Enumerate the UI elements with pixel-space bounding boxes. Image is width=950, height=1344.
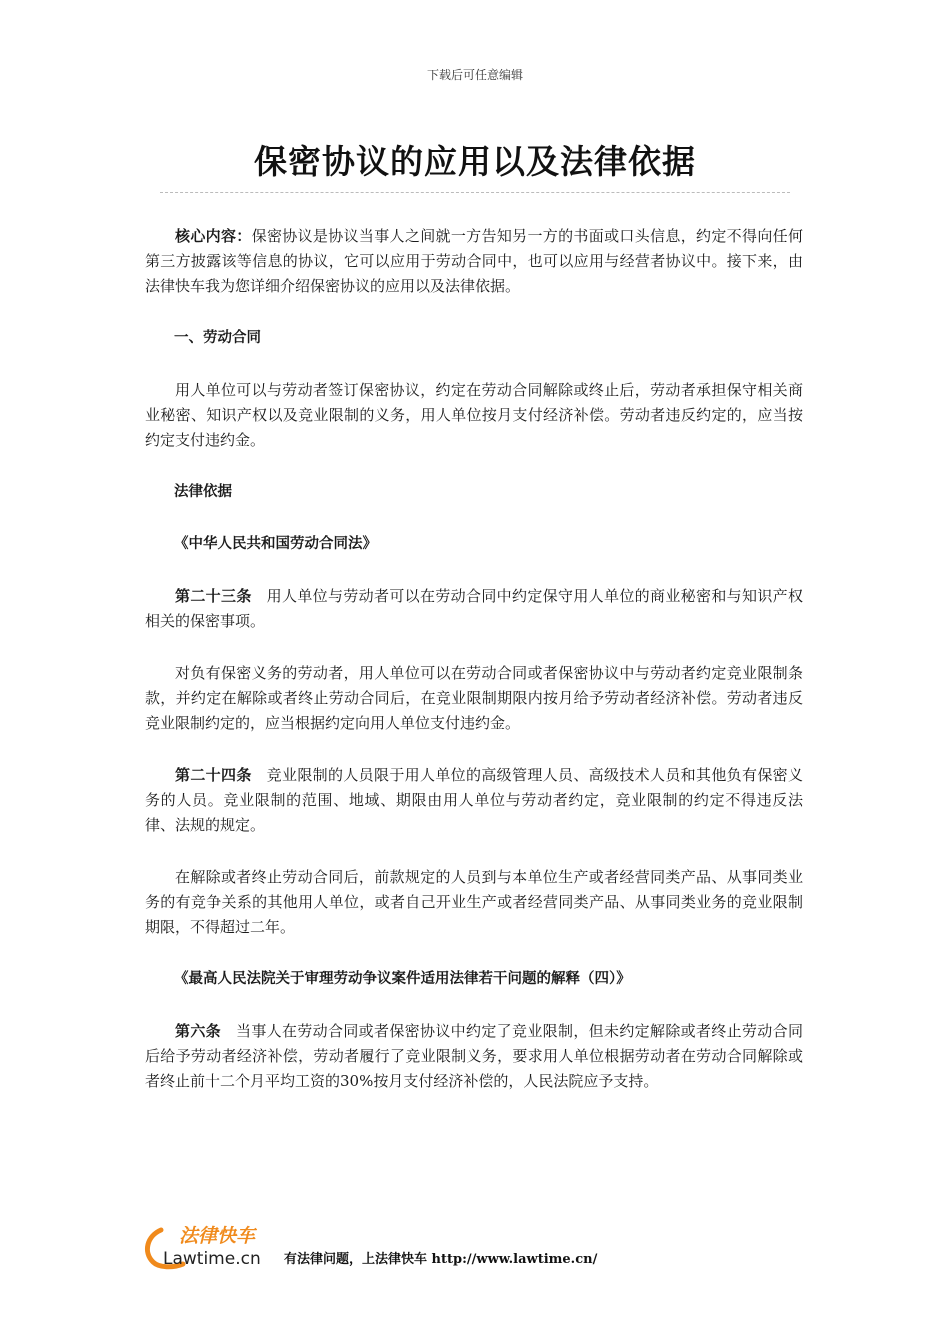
article-6-label: 第六条 bbox=[175, 1022, 221, 1040]
lawtime-logo bbox=[143, 1222, 283, 1270]
intro-lead: 核心内容： bbox=[175, 227, 252, 245]
article-24-text: 竞业限制的人员限于用人单位的高级管理人员、高级技术人员和其他负有保密义务的人员。竞业限制的范围、地域、期限由用人单位与劳动者约定，竞业限制的约定不得违反法律、法规的规定。 bbox=[145, 766, 803, 834]
logo-chinese-text: 法律快车 bbox=[179, 1225, 256, 1247]
article-24-paragraph bbox=[145, 763, 803, 838]
footer-slogan-link[interactable]: 有法律问题，上法律快车 http://www.lawtime.cn/ bbox=[284, 1252, 598, 1267]
page-footer bbox=[143, 1222, 843, 1272]
law-title-labor-contract-law: 《中华人民共和国劳动合同法》 bbox=[174, 536, 377, 552]
document-body bbox=[145, 224, 803, 1094]
labor-contract-paragraph: 用人单位可以与劳动者签订保密协议，约定在劳动合同解除或终止后，劳动者承担保守相关商业秘密、知识产权以及竞业限制的义务，用人单位按月支付经济补偿。劳动者违反约定的，应当按约定支付违约金。 bbox=[145, 381, 803, 449]
legal-basis-heading: 法律依据 bbox=[174, 484, 232, 500]
article-23-paragraph-2: 对负有保密义务的劳动者，用人单位可以在劳动合同或者保密协议中与劳动者约定竞业限制条款，并约定在解除或者终止劳动合同后，在竞业限制期限内按月给予劳动者经济补偿。劳动者违反竞业限制约定的，应当根据约定向用人单位支付违约金。 bbox=[145, 664, 803, 732]
law-title-judicial-interpretation: 《最高人民法院关于审理劳动争议案件适用法律若干问题的解释（四）》 bbox=[174, 971, 631, 987]
article-6-text: 当事人在劳动合同或者保密协议中约定了竞业限制，但未约定解除或者终止劳动合同后给予劳动者经济补偿，劳动者履行了竞业限制义务，要求用人单位根据劳动者在劳动合同解除或者终止前十二个月平均工资的30%按月支付经济补偿的，人民法院应予支持。 bbox=[145, 1022, 803, 1090]
article-6-paragraph bbox=[145, 1019, 803, 1094]
intro-text: 保密协议是协议当事人之间就一方告知另一方的书面或口头信息，约定不得向任何第三方披露该等信息的协议，它可以应用于劳动合同中，也可以应用与经营者协议中。接下来，由法律快车我为您详细介绍保密协议的应用以及法律依据。 bbox=[145, 227, 803, 295]
article-23-label: 第二十三条 bbox=[175, 587, 252, 605]
article-24-label: 第二十四条 bbox=[175, 766, 252, 784]
logo-english-text: Lawtime.cn bbox=[163, 1249, 261, 1269]
article-23-paragraph bbox=[145, 584, 803, 634]
article-23-text: 用人单位与劳动者可以在劳动合同中约定保守用人单位的商业秘密和与知识产权相关的保密事项。 bbox=[145, 587, 803, 630]
section-heading-labor-contract: 一、劳动合同 bbox=[174, 330, 261, 346]
intro-paragraph bbox=[145, 224, 803, 299]
title-divider bbox=[160, 192, 790, 193]
document-title: 保密协议的应用以及法律依据 bbox=[254, 142, 696, 181]
page-header-note: 下载后可任意编辑 bbox=[426, 68, 523, 82]
article-24-paragraph-2: 在解除或者终止劳动合同后，前款规定的人员到与本单位生产或者经营同类产品、从事同类业务的有竞争关系的其他用人单位，或者自己开业生产或者经营同类产品、从事同类业务的竞业限制期限，不得超过二年。 bbox=[145, 868, 803, 936]
